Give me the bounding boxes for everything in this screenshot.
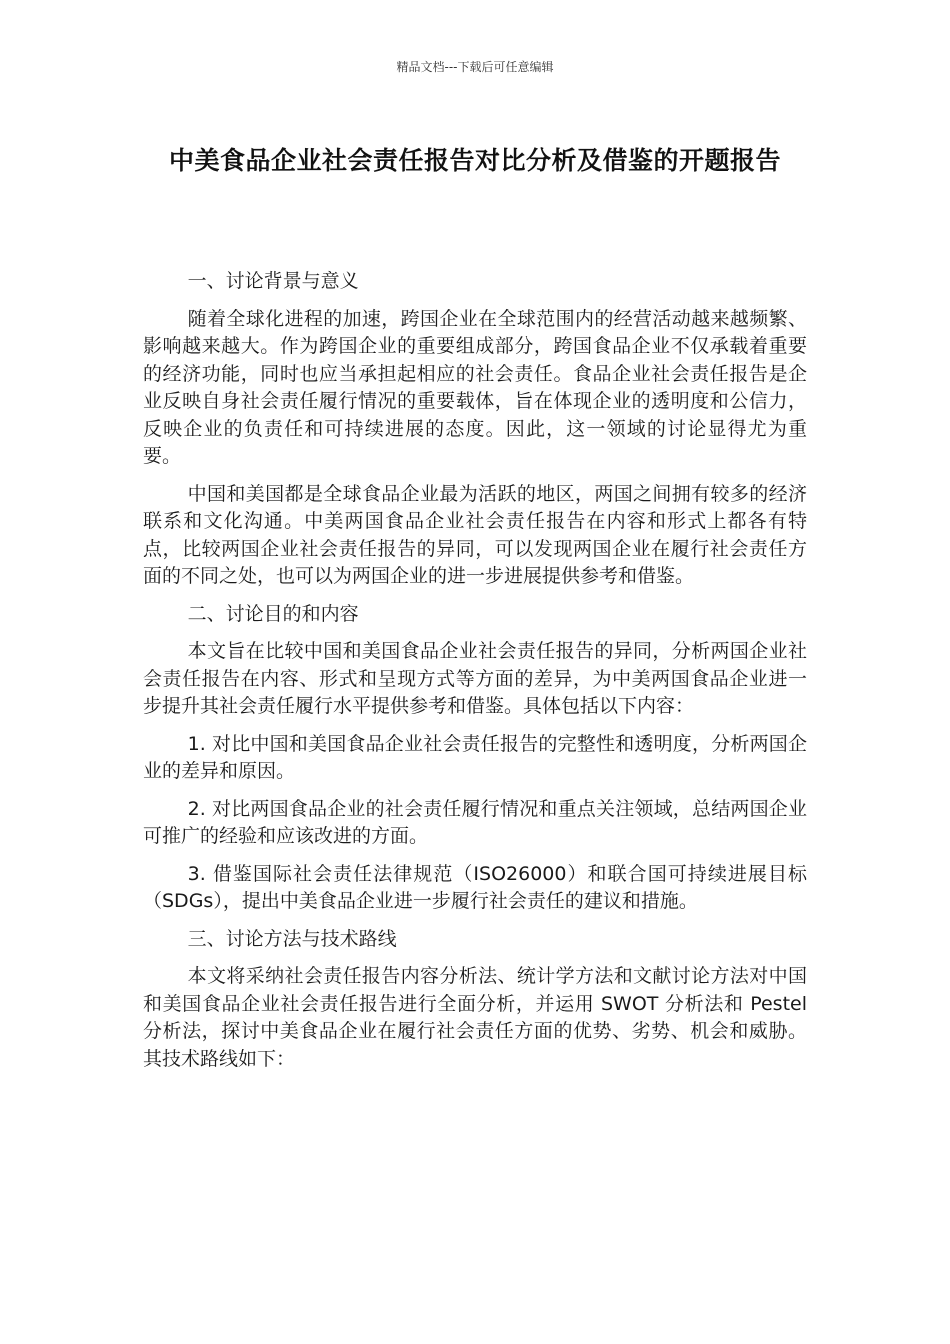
- list-item-purpose-3: 3. 借鉴国际社会责任法律规范（ISO26000）和联合国可持续进展目标（SDGs），提出中美食品企业进一步履行社会责任的建议和措施。: [143, 862, 807, 912]
- list-item-purpose-2: 2. 对比两国食品企业的社会责任履行情况和重点关注领域，总结两国企业可推广的经验和应该改进的方面。: [143, 797, 807, 847]
- paragraph-background-2: 中国和美国都是全球食品企业最为活跃的地区，两国之间拥有较多的经济联系和文化沟通。中美两国食品企业社会责任报告在内容和形式上都各有特点，比较两国企业社会责任报告的异同，可以发现两国企业在履行社会责任方面的不同之处，也可以为两国企业的进一步进展提供参考和借鉴。: [143, 482, 807, 587]
- section-heading-background: 一、讨论背景与意义: [187, 270, 359, 292]
- document-title: 中美食品企业社会责任报告对比分析及借鉴的开题报告: [168, 146, 781, 175]
- header-note: 精品文档---下载后可任意编辑: [396, 60, 554, 74]
- section-heading-methods: 三、讨论方法与技术路线: [187, 927, 397, 950]
- list-item-purpose-1: 1. 对比中国和美国食品企业社会责任报告的完整性和透明度，分析两国企业的差异和原因。: [143, 732, 807, 782]
- document-body: [143, 268, 807, 1083]
- paragraph-purpose-intro: 本文旨在比较中国和美国食品企业社会责任报告的异同，分析两国企业社会责任报告在内容、形式和呈现方式等方面的差异，为中美两国食品企业进一步提升其社会责任履行水平提供参考和借鉴。具体包括以下内容：: [143, 640, 807, 717]
- section-heading-purpose: 二、讨论目的和内容: [187, 602, 359, 625]
- paragraph-background-1: 随着全球化进程的加速，跨国企业在全球范围内的经营活动越来越频繁、影响越来越大。作为跨国企业的重要组成部分，跨国食品企业不仅承载着重要的经济功能，同时也应当承担起相应的社会责任。食品企业社会责任报告是企业反映自身社会责任履行情况的重要载体，旨在体现企业的透明度和公信力，反映企业的负责任和可持续进展的态度。因此，这一领域的讨论显得尤为重要。: [143, 307, 807, 467]
- paragraph-methods-1: 本文将采纳社会责任报告内容分析法、统计学方法和文献讨论方法对中国和美国食品企业社会责任报告进行全面分析，并运用 SWOT 分析法和 Pestel 分析法，探讨中美食品企业在履行社会责任方面的优势、劣势、机会和威胁。其技术路线如下：: [143, 965, 807, 1070]
